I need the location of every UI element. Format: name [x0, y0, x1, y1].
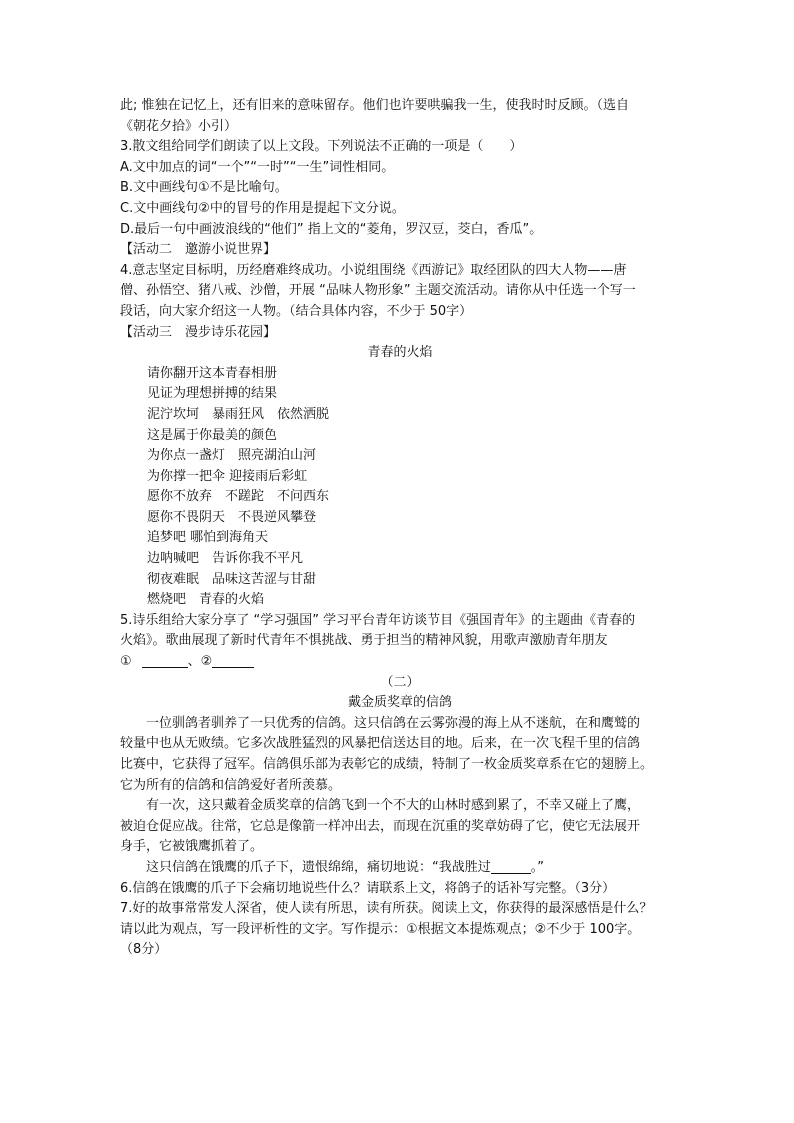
activity-2-heading: 【活动二 邀游小说世界】 [120, 242, 277, 258]
document-page [120, 96, 680, 961]
question-5-line-2: 火焰》。歌曲展现了新时代青年不惧挑战、勇于担当的精神风貌，用歌声激励青年朋友 [120, 633, 608, 649]
question-7-line-1: 7.好的故事常常发人深省，使人读有所思，读有所获。阅读上文，你获得的最深感悟是什么？ [120, 901, 653, 917]
answer-separator: 、② [187, 654, 213, 670]
poem-line: 请你翻开这本青春相册 [147, 365, 278, 381]
poem-line: 为你点一盏灯 照亮湖泊山河 [147, 448, 317, 464]
poem-line: 这是属于你最美的颜色 [147, 427, 278, 443]
story-quote-end: 。” [530, 859, 544, 875]
poem-line: 边呐喊吧 告诉你我不平凡 [147, 551, 304, 567]
answer-blank-2[interactable] [212, 653, 254, 668]
poem-line: 泥泞坎坷 暴雨狂风 依然洒脱 [147, 406, 330, 422]
question-3-option-d: D.最后一句中画波浪线的“他们” 指上文的“菱角，罗汉豆，茭白，香瓜”。 [120, 221, 543, 237]
poem-line: 见证为理想拼搏的结果 [147, 386, 278, 402]
story-paragraph-1-line-3: 比赛中，它获得了冠军。信鸽俱乐部为表彰它的成绩，特制了一枚金质奖章系在它的翅膀上。 [120, 757, 654, 772]
question-6: 6.信鸽在饿鹰的爪子下会痛切地说些什么？请联系上文，将鸽子的话补写完整。（3分） [120, 880, 616, 896]
activity-3-heading: 【活动三 漫步诗乐花园】 [120, 324, 277, 340]
story-paragraph-1-line-1: 一位驯鸽者驯养了一只优秀的信鸽。这只信鸽在云雾弥漫的海上从不迷航，在和鹰鹫的 [146, 715, 641, 731]
story-paragraph-2-line-2: 被迫仓促应战。往常，它总是像箭一样冲出去，而现在沉重的奖章妨碍了它，使它无法展开 [120, 818, 641, 834]
question-4-line-3: 段话，向大家介绍这一人物。（结合具体内容，不少于 50字） [120, 303, 473, 319]
question-4-line-2: 僧、孙悟空、猪八戒、沙僧，开展 “品味人物形象” 主题交流活动。请你从中任选一个写一 [120, 283, 636, 299]
poem-title: 青春的火焰 [367, 345, 433, 361]
intro-line-1: 此; 惟独在记忆上，还有旧来的意味留存。他们也许要哄骗我一生，使我时时反顾。（选自 [120, 98, 630, 113]
story-paragraph-2-line-1: 有一次，这只戴着金质奖章的信鸽飞到一个不大的山林时感到累了，不幸又碰上了鹰， [146, 798, 641, 814]
question-5-line-1: 5.诗乐组给大家分享了 “学习强国” 学习平台青年访谈节目《强国青年》的主题曲《青春的 [120, 612, 636, 628]
poem-line: 愿你不畏阴天 不畏逆风攀登 [147, 509, 317, 525]
story-paragraph-3 [120, 858, 680, 879]
question-3-option-a: A.文中加点的词“一个”“一时”“一生”词性相同。 [120, 159, 395, 175]
section-2-number: （二） [380, 674, 420, 690]
poem-line: 为你撑一把伞 迎接雨后彩虹 [147, 468, 308, 484]
question-3-option-c: C.文中画线句②中的冒号的作用是提起下文分说。 [120, 200, 405, 216]
poem-line: 追梦吧 哪怕到海角天 [147, 530, 269, 546]
question-4-line-1: 4.意志坚定目标明，历经磨难终成功。小说组围绕《西游记》取经团队的四大人物——唐 [120, 262, 627, 278]
question-7-line-3: （8分） [120, 942, 168, 958]
story-paragraph-1-line-4: 它为所有的信鸽和信鸽爱好者所羡慕。 [120, 777, 342, 793]
question-7-line-2: 请以此为观点，写一段评析性的文字。写作提示：①根据文本提炼观点；②不少于 100字。 [120, 921, 641, 937]
poem-line: 燃烧吧 青春的火焰 [147, 592, 265, 608]
question-3-option-b: B.文中画线句①不是比喻句。 [120, 180, 288, 196]
poem-body [120, 364, 680, 611]
story-quote-blank[interactable] [491, 859, 531, 874]
answer-marker-1: ① [120, 654, 132, 670]
intro-line-2: 《朝花夕拾》小引） [120, 118, 238, 134]
story-title: 戴金质奖章的信鸽 [347, 695, 452, 711]
question-3-stem: 3.散文组给同学们朗读了以上文段。下列说法不正确的一项是（ ） [120, 139, 523, 155]
question-5-answer-line [120, 652, 680, 673]
story-quote-start: 这只信鸽在饿鹰的爪子下，遗恨绵绵，痛切地说：“我战胜过 [146, 859, 491, 875]
poem-line: 愿你不放弃 不蹉跎 不问西东 [147, 489, 330, 505]
story-paragraph-2-line-3: 身手，它被饿鹰抓着了。 [120, 839, 264, 855]
poem-line: 彻夜难眠 品味这苦涩与甘甜 [147, 571, 317, 587]
story-paragraph-1-line-2: 较量中也从无败绩。它多次战胜猛烈的风暴把信送达目的地。后来，在一次飞程千里的信鸽 [120, 736, 641, 752]
answer-blank-1[interactable] [142, 653, 188, 668]
